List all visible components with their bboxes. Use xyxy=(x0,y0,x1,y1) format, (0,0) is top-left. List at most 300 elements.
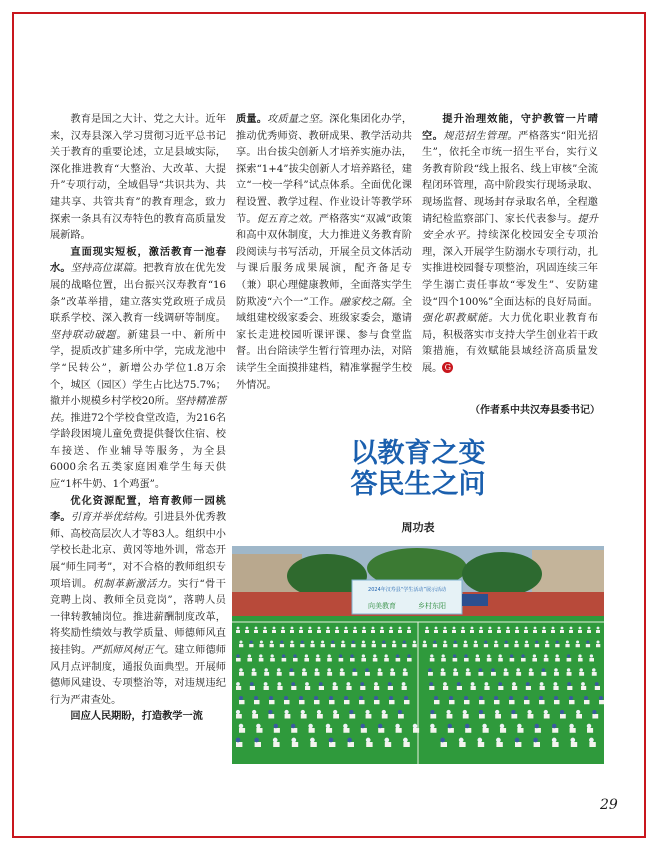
photo-student xyxy=(453,654,456,657)
photo-student xyxy=(252,710,256,714)
photo-student xyxy=(293,654,296,657)
body-text: 实行“骨干竞聘上岗、教师全员竞岗”，落聘人员一律转教辅岗位。推进薪酬制度改革，将奖励性绩效与教学质量、师德师风直接挂钩。 xyxy=(50,578,226,656)
photo-desk xyxy=(463,714,469,719)
photo-desk xyxy=(290,644,294,647)
photo-student xyxy=(540,682,544,686)
photo-desk xyxy=(254,630,258,633)
body-text: 全域组建校级家委会、班级家委会，邀请家长走进校园听课评课、参与食堂监督。出台陪读学生暂行管理办法，对陪读学生全面摸排建档，精准掌握学生校外情况。 xyxy=(236,296,413,391)
photo-desk xyxy=(384,658,389,662)
photo-desk xyxy=(475,658,480,662)
photo-desk xyxy=(443,630,447,633)
photo-desk xyxy=(344,700,350,704)
photo-desk xyxy=(524,630,528,633)
photo-desk xyxy=(392,644,396,647)
photo-student xyxy=(441,668,445,672)
photo-student xyxy=(567,654,570,657)
photo-student xyxy=(517,724,521,728)
photo-desk xyxy=(428,672,433,676)
photo-student xyxy=(507,627,510,630)
photo-desk xyxy=(526,686,531,690)
section-heading: 直面现实短板，激活教育一池春水。 xyxy=(50,246,226,275)
photo-desk xyxy=(567,672,572,676)
photo-student xyxy=(385,654,388,657)
photo-desk xyxy=(378,672,383,676)
photo-student xyxy=(290,640,293,643)
photo-student xyxy=(566,640,569,643)
photo-student xyxy=(352,640,355,643)
photo-desk xyxy=(551,630,555,633)
photo-desk xyxy=(314,700,320,704)
photo-student xyxy=(372,627,375,630)
photo-desk xyxy=(595,686,600,690)
photo-desk xyxy=(326,728,332,733)
photo-desk xyxy=(578,630,582,633)
photo-student xyxy=(459,738,464,743)
photo-student xyxy=(554,682,558,686)
photo-student xyxy=(454,640,457,643)
photo-desk xyxy=(341,644,345,647)
photo-building xyxy=(532,550,604,594)
photo-desk xyxy=(389,700,395,704)
subheading: 强化职教赋能。 xyxy=(422,313,500,325)
photo-desk xyxy=(239,728,245,733)
photo-student xyxy=(504,668,508,672)
photo-desk xyxy=(484,644,488,647)
photo-student xyxy=(477,738,482,743)
photo-desk xyxy=(567,686,572,690)
photo-student xyxy=(491,668,495,672)
photo-student xyxy=(339,654,342,657)
photo-desk xyxy=(344,630,348,633)
subheading: 坚持联动破题。 xyxy=(50,329,128,341)
photo-student xyxy=(579,627,582,630)
photo-desk xyxy=(327,672,332,676)
photo-desk xyxy=(374,686,379,690)
photo-desk xyxy=(465,728,471,733)
photo-desk xyxy=(255,742,261,747)
photo-student xyxy=(576,640,579,643)
photo-student xyxy=(599,696,603,700)
photo-student xyxy=(570,738,575,743)
photo-desk xyxy=(299,630,303,633)
photo-student xyxy=(280,640,283,643)
photo-desk xyxy=(498,686,503,690)
photo-desk xyxy=(299,700,305,704)
photo-student xyxy=(489,627,492,630)
photo-student xyxy=(495,710,499,714)
photo-student xyxy=(479,668,483,672)
photo-desk xyxy=(494,700,500,704)
photo-desk xyxy=(592,714,598,719)
photo-desk xyxy=(245,630,249,633)
photo-student xyxy=(480,627,483,630)
photo-student xyxy=(430,654,433,657)
photo-desk xyxy=(302,672,307,676)
photo-desk xyxy=(521,658,526,662)
photo-student xyxy=(398,710,402,714)
photo-desk xyxy=(252,714,258,719)
photo-student xyxy=(310,738,315,743)
photo-desk xyxy=(270,644,274,647)
photo-student xyxy=(579,668,583,672)
photo-desk xyxy=(500,728,506,733)
photo-desk xyxy=(351,644,355,647)
photo-student xyxy=(264,682,268,686)
photo-desk xyxy=(423,644,427,647)
photo-student xyxy=(246,627,249,630)
photo-student xyxy=(256,724,260,728)
photo-student xyxy=(479,696,483,700)
photo-student xyxy=(336,627,339,630)
photo-desk xyxy=(506,630,510,633)
photo-desk xyxy=(250,686,255,690)
photo-student xyxy=(255,627,258,630)
photo-desk xyxy=(317,630,321,633)
photo-student xyxy=(554,696,558,700)
photo-student xyxy=(479,710,483,714)
photo-desk xyxy=(441,658,446,662)
photo-desk xyxy=(449,700,455,704)
photo-student xyxy=(399,627,402,630)
photo-student xyxy=(268,710,272,714)
headline xyxy=(236,438,600,500)
photo-desk xyxy=(443,686,448,690)
photo-student xyxy=(407,654,410,657)
photo-desk xyxy=(484,686,489,690)
photo-student xyxy=(442,654,445,657)
headline-line-2: 答民生之问 xyxy=(350,469,486,500)
photo-desk xyxy=(366,714,372,719)
photo-desk xyxy=(483,728,489,733)
author-note: （作者系中共汉寿县委书记） xyxy=(470,405,600,416)
paragraph xyxy=(50,709,226,726)
photo-student xyxy=(539,696,543,700)
photo-desk xyxy=(277,672,282,676)
photo-student xyxy=(464,654,467,657)
photo-desk xyxy=(282,658,287,662)
photo-desk xyxy=(349,714,355,719)
photo-desk xyxy=(382,644,386,647)
photo-student xyxy=(259,654,262,657)
photo-desk xyxy=(292,742,298,747)
article-column-3 xyxy=(422,112,598,378)
photo-student xyxy=(487,654,490,657)
photo-student xyxy=(499,654,502,657)
photo-desk xyxy=(301,714,307,719)
photo-student xyxy=(372,640,375,643)
photo-desk xyxy=(247,658,252,662)
photo-desk xyxy=(291,686,296,690)
photo-desk xyxy=(495,714,501,719)
photo-student xyxy=(515,738,520,743)
photo-student xyxy=(378,668,382,672)
photo-student xyxy=(314,696,318,700)
photo-trees xyxy=(462,552,542,596)
photo-student xyxy=(236,710,240,714)
photo-desk xyxy=(534,742,540,747)
paragraph xyxy=(422,112,598,378)
photo-student xyxy=(448,724,452,728)
photo-desk xyxy=(555,644,559,647)
photo-desk xyxy=(448,728,454,733)
page-number: 29 xyxy=(600,797,618,813)
photo-desk xyxy=(578,658,583,662)
photo-student xyxy=(382,640,385,643)
photo-student xyxy=(271,654,274,657)
photo-desk xyxy=(239,672,244,676)
photo-desk xyxy=(239,644,243,647)
photo-desk xyxy=(589,742,595,747)
photo-student xyxy=(524,696,528,700)
photo-student xyxy=(408,627,411,630)
photo-desk xyxy=(305,686,310,690)
photo-student xyxy=(239,724,243,728)
photo-desk xyxy=(478,742,484,747)
photo-student xyxy=(596,640,599,643)
photo-desk xyxy=(277,686,282,690)
body-text: 推进72个学校食堂改造，为216名学龄段困境儿童免费提供餐饮住宿、校车接送、作业辅导等服务，为全县6000余名五类家庭困难学生每天供应“1杯牛奶、1个鸡蛋”。 xyxy=(50,412,226,491)
photo-student xyxy=(239,696,243,700)
photo-desk xyxy=(385,742,391,747)
photo-student xyxy=(505,640,508,643)
photo-banner-text: 2024年汉寿县“学生活动”展示活动 xyxy=(368,587,446,593)
photo-desk xyxy=(544,714,550,719)
photo-desk xyxy=(293,658,298,662)
photo-desk xyxy=(388,686,393,690)
subheading: 攻质量之坚。 xyxy=(267,114,330,125)
body-text: 建立师德师风月点评制度，通报负面典型。开展师德师风建设、专项整治等，对违规违纪行为严肃查处。 xyxy=(50,645,226,706)
photo-desk xyxy=(579,672,584,676)
photo-desk xyxy=(412,644,416,647)
photo-student xyxy=(301,710,305,714)
photo-student xyxy=(248,654,251,657)
photo-desk xyxy=(470,630,474,633)
photo-tent xyxy=(462,594,488,606)
paragraph xyxy=(50,494,226,710)
photo-desk xyxy=(382,714,388,719)
photo-student xyxy=(500,724,504,728)
photo-desk xyxy=(441,672,446,676)
photo-desk xyxy=(316,658,321,662)
photo-desk xyxy=(291,728,297,733)
photo-student xyxy=(587,724,591,728)
photo-student xyxy=(567,682,571,686)
photo-student xyxy=(404,696,408,700)
subheading: 引育并举优结构。 xyxy=(70,512,154,524)
photo-desk xyxy=(361,658,366,662)
photo-student xyxy=(516,627,519,630)
section-heading: 优化资源配置，培育教师一园桃李。 xyxy=(50,495,226,524)
photo-student xyxy=(584,696,588,700)
photo-desk xyxy=(434,700,440,704)
photo-student xyxy=(471,682,475,686)
photo-student xyxy=(515,640,518,643)
photo-student xyxy=(446,710,450,714)
photo-student xyxy=(331,640,334,643)
photo-desk xyxy=(236,658,241,662)
photo-desk xyxy=(281,630,285,633)
photo-student xyxy=(464,640,467,643)
photo-desk xyxy=(565,644,569,647)
photo-desk xyxy=(535,644,539,647)
photo-desk xyxy=(373,658,378,662)
photo-student xyxy=(430,710,434,714)
event-photo xyxy=(232,546,604,764)
photo-student xyxy=(453,668,457,672)
photo-student xyxy=(302,668,306,672)
photo-student xyxy=(510,654,513,657)
photo-student xyxy=(466,668,470,672)
photo-student xyxy=(301,640,304,643)
photo-student xyxy=(534,627,537,630)
photo-student xyxy=(236,682,240,686)
photo-student xyxy=(273,738,278,743)
photo-student xyxy=(494,640,497,643)
photo-desk xyxy=(396,658,401,662)
photo-student xyxy=(581,682,585,686)
photo-student xyxy=(589,738,594,743)
photo-student xyxy=(560,710,564,714)
photo-desk xyxy=(554,672,559,676)
photo-desk xyxy=(340,672,345,676)
paragraph xyxy=(50,245,226,494)
photo-desk xyxy=(569,630,573,633)
photo-desk xyxy=(592,672,597,676)
photo-student xyxy=(239,640,242,643)
photo-student xyxy=(554,668,558,672)
photo-student xyxy=(284,710,288,714)
photo-desk xyxy=(447,714,453,719)
photo-student xyxy=(290,668,294,672)
photo-student xyxy=(311,640,314,643)
photo-student xyxy=(533,654,536,657)
photo-student xyxy=(254,738,259,743)
photo-desk xyxy=(542,630,546,633)
photo-desk xyxy=(587,630,591,633)
photo-student xyxy=(366,738,371,743)
photo-student xyxy=(569,696,573,700)
photo-desk xyxy=(596,644,600,647)
photo-desk xyxy=(553,686,558,690)
photo-desk xyxy=(529,672,534,676)
photo-desk xyxy=(329,700,335,704)
photo-desk xyxy=(335,630,339,633)
photo-student xyxy=(482,724,486,728)
photo-student xyxy=(252,668,256,672)
photo-desk xyxy=(497,630,501,633)
photo-desk xyxy=(587,728,593,733)
article-column-1 xyxy=(50,112,226,726)
photo-desk xyxy=(310,742,316,747)
photo-desk xyxy=(259,658,264,662)
photo-desk xyxy=(552,742,558,747)
photo-student xyxy=(388,682,392,686)
photo-student xyxy=(347,682,351,686)
photo-desk xyxy=(555,658,560,662)
photo-student xyxy=(543,627,546,630)
body-text: 引进县外优秀教师、高校高层次人才等83人。组织中小学校长赴北京、黄冈等地外训，常态开展“师生同考”，对不合格的教师组织专项培训。 xyxy=(50,512,227,590)
photo-desk xyxy=(434,630,438,633)
photo-student xyxy=(359,696,363,700)
photo-desk xyxy=(331,644,335,647)
photo-student xyxy=(260,640,263,643)
photo-student xyxy=(344,696,348,700)
photo-student xyxy=(511,710,515,714)
photo-student xyxy=(390,668,394,672)
photo-student xyxy=(319,682,323,686)
photo-student xyxy=(340,668,344,672)
photo-desk xyxy=(374,700,380,704)
photo-desk xyxy=(389,630,393,633)
photo-student xyxy=(333,682,337,686)
photo-student xyxy=(413,640,416,643)
photo-student xyxy=(595,682,599,686)
photo-desk xyxy=(525,644,529,647)
photo-student xyxy=(353,668,357,672)
photo-student xyxy=(349,710,353,714)
photo-desk xyxy=(256,728,262,733)
photo-desk xyxy=(453,644,457,647)
photo-student xyxy=(362,654,365,657)
photo-student xyxy=(381,627,384,630)
section-heading-cont: 质量。 xyxy=(236,114,268,125)
photo-desk xyxy=(474,644,478,647)
photo-student xyxy=(527,710,531,714)
photo-desk xyxy=(249,644,253,647)
photo-student xyxy=(413,724,417,728)
article-column-2 xyxy=(236,112,412,394)
photo-student xyxy=(390,627,393,630)
photo-desk xyxy=(284,700,290,704)
photo-desk xyxy=(289,672,294,676)
photo-desk xyxy=(321,644,325,647)
photo-desk xyxy=(528,714,534,719)
photo-desk xyxy=(452,630,456,633)
photo-student xyxy=(440,738,445,743)
photo-student xyxy=(308,724,312,728)
photo-desk xyxy=(309,728,315,733)
photo-student xyxy=(552,627,555,630)
photo-student xyxy=(278,682,282,686)
photo-student xyxy=(588,627,591,630)
photo-student xyxy=(430,724,434,728)
photo-desk xyxy=(398,630,402,633)
photo-student xyxy=(464,696,468,700)
photo-desk xyxy=(494,644,498,647)
photo-desk xyxy=(532,658,537,662)
body-text: 严格落实“双减”政策和高中双休制度，大力推进义务教育阶段阅读与书写活动，开展全员文体活动与课后服务成果展演，配齐备足专（兼）职心理健康教师，全面落实学生防欺凌“六个一”工作。 xyxy=(236,213,413,308)
photo-desk xyxy=(308,630,312,633)
photo-student xyxy=(569,724,573,728)
photo-desk xyxy=(285,714,291,719)
photo-desk xyxy=(586,644,590,647)
photo-student xyxy=(318,627,321,630)
photo-student xyxy=(485,682,489,686)
photo-desk xyxy=(402,686,407,690)
photo-desk xyxy=(466,672,471,676)
photo-student xyxy=(329,738,334,743)
photo-student xyxy=(350,654,353,657)
photo-desk xyxy=(280,644,284,647)
byline: 周功表 xyxy=(401,521,435,534)
photo-desk xyxy=(274,728,280,733)
photo-desk xyxy=(352,672,357,676)
photo-desk xyxy=(453,658,458,662)
photo-student xyxy=(542,668,546,672)
photo-student xyxy=(403,668,407,672)
photo-student xyxy=(328,654,331,657)
photo-student xyxy=(316,654,319,657)
